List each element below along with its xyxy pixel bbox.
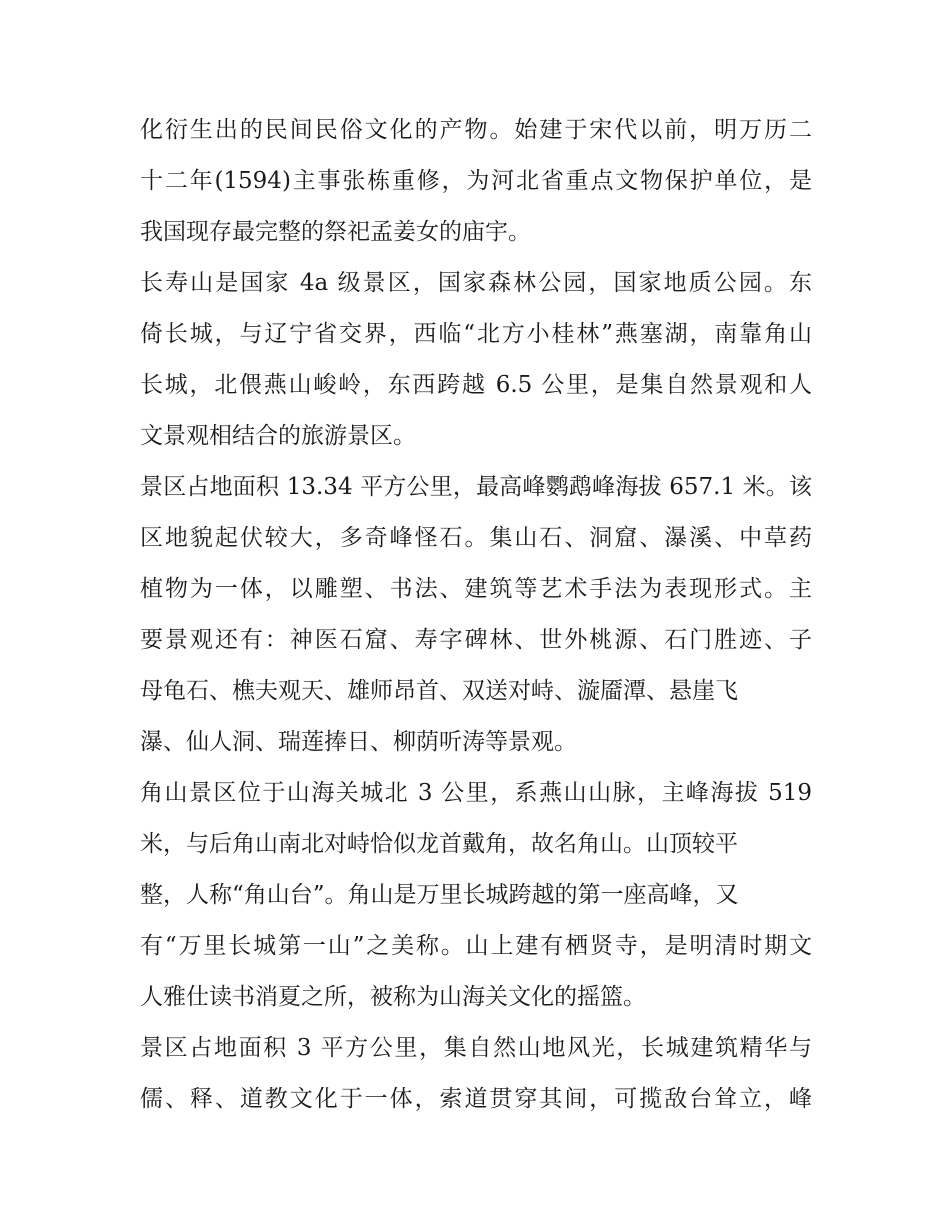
text-line: 角山景区位于山海关城北 3 公里，系燕山山脉，主峰海拔 519: [140, 780, 812, 806]
text-line: 母龟石、樵夫观天、雄师昂首、双送对峙、漩靥潭、悬崖飞: [140, 678, 738, 704]
text-line: 整，人称“角山台”。角山是万里长城跨越的第一座高峰，又: [140, 882, 739, 908]
text-line: 景区占地面积 13.34 平方公里，最高峰鹦鹉峰海拔 657.1 米。该: [140, 474, 812, 500]
text-line: 倚长城，与辽宁省交界，西临“北方小桂林”燕塞湖，南靠角山: [140, 321, 812, 347]
text-line: 有“万里长城第一山”之美称。山上建有栖贤寺，是明清时期文: [140, 933, 812, 959]
text-line: 化衍生出的民间民俗文化的产物。始建于宋代以前，明万历二: [140, 117, 812, 143]
text-line: 儒、释、道教文化于一体，索道贯穿其间，可揽敌台耸立，峰: [140, 1086, 812, 1112]
text-line: 十二年(1594)主事张栋重修，为河北省重点文物保护单位，是: [140, 168, 812, 194]
body-text: [140, 105, 812, 1125]
text-line: 植物为一体，以雕塑、书法、建筑等艺术手法为表现形式。主: [140, 576, 812, 602]
text-line: 文景观相结合的旅游景区。: [140, 423, 416, 449]
text-line: 瀑、仙人洞、瑞莲捧日、柳荫听涛等景观。: [140, 729, 577, 755]
text-line: 米，与后角山南北对峙恰似龙首戴角，故名角山。山顶较平: [140, 831, 738, 857]
text-line: 长城，北偎燕山峻岭，东西跨越 6.5 公里，是集自然景观和人: [140, 372, 812, 398]
text-line: 景区占地面积 3 平方公里，集自然山地风光，长城建筑精华与: [140, 1035, 812, 1061]
text-line: 我国现存最完整的祭祀孟姜女的庙宇。: [140, 219, 531, 245]
text-line: 人雅仕读书消夏之所，被称为山海关文化的摇篮。: [140, 984, 646, 1010]
text-line: 要景观还有：神医石窟、寿字碑林、世外桃源、石门胜迹、子: [140, 627, 812, 653]
text-line: 区地貌起伏较大，多奇峰怪石。集山石、洞窟、瀑溪、中草药: [140, 525, 812, 551]
text-line: 长寿山是国家 4a 级景区，国家森林公园，国家地质公园。东: [140, 270, 812, 296]
